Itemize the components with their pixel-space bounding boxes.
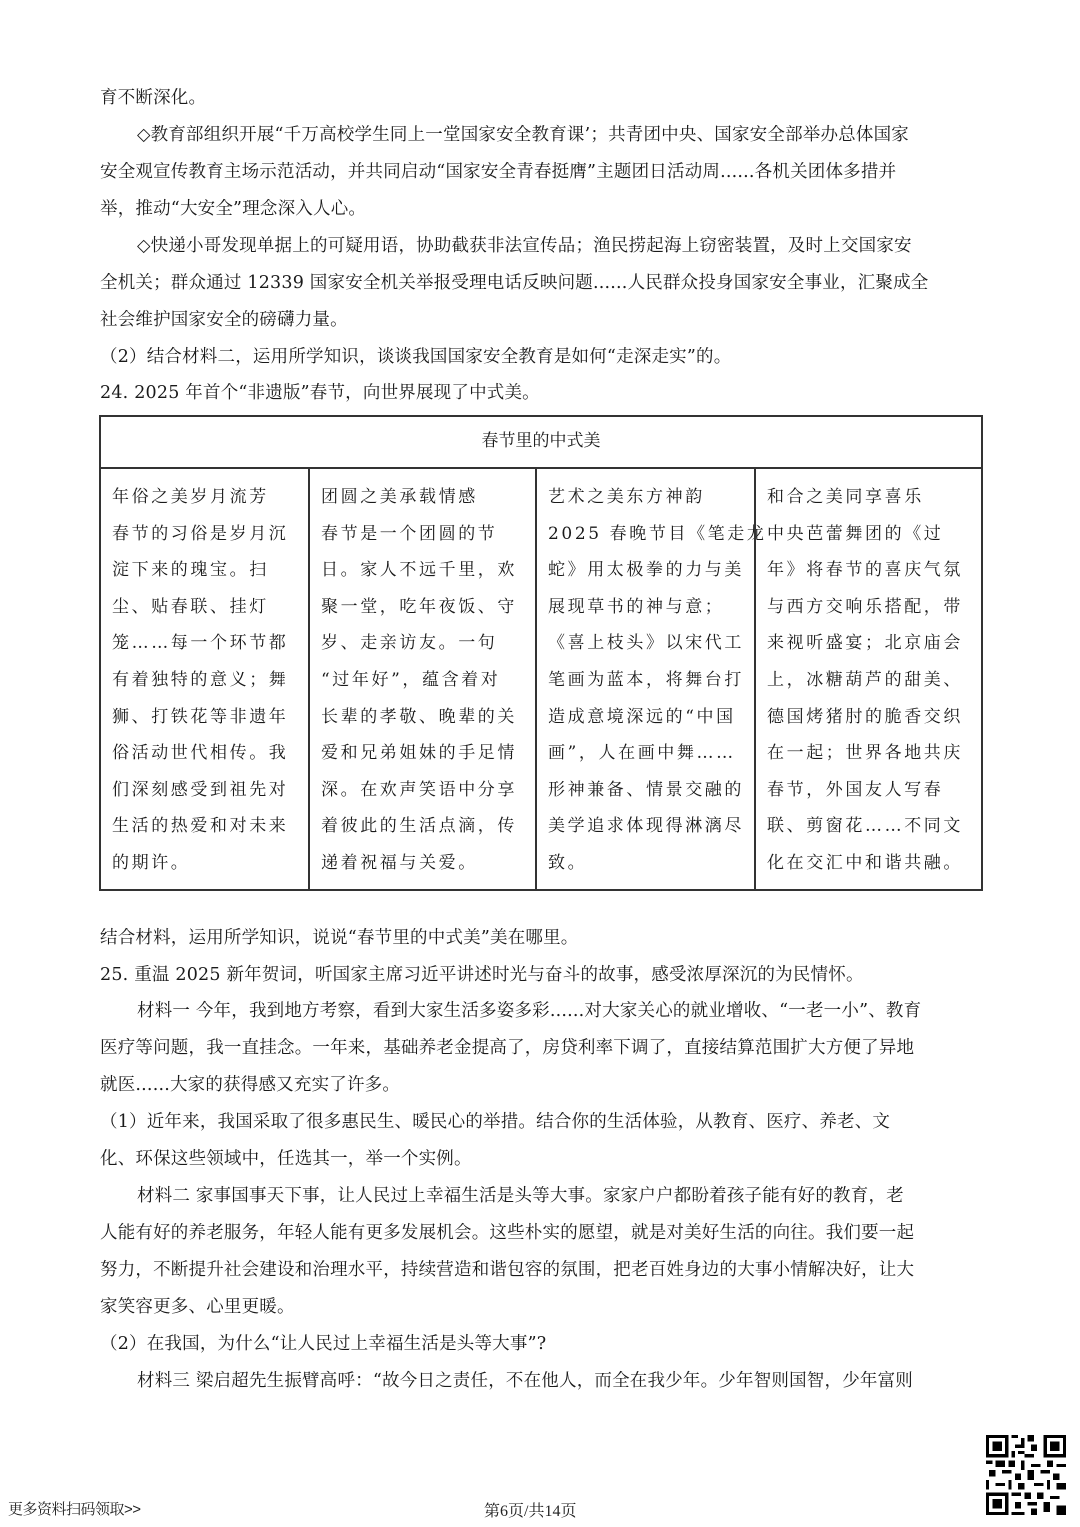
table-column: [754, 469, 983, 889]
cell-text: 尘、贴春联、挂灯: [112, 596, 269, 617]
cell-text: 春节，外国友人写春: [767, 779, 944, 800]
paragraph-line: ◇快递小哥发现单据上的可疑用语，协助截获非法宣传品；渔民捞起海上窃密装置，及时上交国家安: [137, 236, 912, 256]
material-line: 医疗等问题，我一直挂念。一年来，基础养老金提高了，房贷利率下调了，直接结算范围扩大方便了异地: [100, 1038, 915, 1058]
cell-text: 们深刻感受到祖先对: [112, 779, 289, 800]
table-column: [101, 469, 308, 889]
cell-text: 笼……每一个环节都: [112, 633, 289, 654]
table-title: 春节里的中式美: [101, 417, 981, 469]
column-heading: 和合之美同享喜乐: [767, 487, 924, 507]
cell-text: 淀下来的瑰宝。扫: [112, 560, 269, 581]
cell-text: 生活的热爱和对未来: [112, 816, 289, 837]
cell-text: 的期许。: [112, 852, 191, 873]
cell-text: 聚一堂，吃年夜饭、守: [321, 596, 517, 617]
cell-text: 美学追求体现得淋漓尽: [548, 816, 744, 837]
material-line: 人能有好的养老服务，年轻人能有更多发展机会。这些朴实的愿望，就是对美好生活的向往。我们要一起: [100, 1223, 915, 1243]
table-column: [535, 469, 767, 889]
cell-text: 递着祝福与关爱。: [321, 852, 478, 873]
cell-text: 蛇》用太极拳的力与美: [548, 560, 744, 581]
page-number: 第6页/共14页: [484, 1503, 577, 1520]
cell-text: 岁、走亲访友。一句: [321, 633, 498, 654]
cell-text: 形神兼备、情景交融的: [548, 779, 744, 800]
cell-text: 2025 春晚节目《笔走龙: [548, 523, 767, 544]
cell-text: 长辈的孝敬、晚辈的关: [321, 706, 517, 727]
paragraph-line: 举，推动“大安全”理念深入人心。: [100, 199, 367, 219]
cell-text: 与西方交响乐搭配，带: [767, 596, 963, 617]
cell-text: 展现草书的神与意；: [548, 596, 725, 617]
paragraph-line: 育不断深化。: [100, 88, 207, 108]
material-line: 努力，不断提升社会建设和治理水平，持续营造和谐包容的氛围，把老百姓身边的大事小情解决好，让大: [100, 1260, 915, 1280]
material-line: 就医......大家的获得感又充实了许多。: [100, 1075, 401, 1095]
paragraph-line: 安全观宣传教育主场示范活动，并共同启动“国家安全青春挺膺”主题团日活动周......各机关团体多措并: [100, 162, 897, 182]
cell-text: 笔画为蓝本，将舞台打: [548, 669, 744, 690]
question-text: 化、环保这些领域中，任选其一，举一个实例。: [100, 1149, 472, 1169]
cell-text: 日。家人不远千里，欢: [321, 560, 517, 581]
cell-text: 化在交汇中和谐共融。: [767, 852, 963, 873]
cell-text: 德国烤猪肘的脆香交织: [767, 706, 963, 727]
cell-text: 致。: [548, 852, 588, 873]
cell-text: 有着独特的意义；舞: [112, 669, 289, 690]
paragraph-line: ◇教育部组织开展“千万高校学生同上一堂国家安全教育课’；共青团中央、国家安全部举办总体国家: [137, 125, 909, 145]
cell-text: 造成意境深远的“中国: [548, 706, 736, 727]
question-text: （2）在我国，为什么“让人民过上幸福生活是头等大事”?: [100, 1334, 547, 1354]
material-line: 材料三 梁启超先生振臂高呼：“故今日之责任，不在他人，而全在我少年。少年智则国智，少年富则: [137, 1371, 914, 1391]
more-resources-link[interactable]: 更多资料扫码领取>>: [8, 1501, 141, 1518]
question-text: （1）近年来，我国采取了很多惠民生、暖民心的举措。结合你的生活体验，从教育、医疗、养老、文: [100, 1112, 891, 1132]
column-heading: 团圆之美承载情感: [321, 487, 478, 507]
material-line: 材料二 家事国事天下事，让人民过上幸福生活是头等大事。家家户户都盼着孩子能有好的教育，老: [137, 1186, 904, 1206]
cell-text: 春节的习俗是岁月沉: [112, 523, 289, 544]
cell-text: 春节是一个团圆的节: [321, 523, 498, 544]
material-line: 材料一 今年，我到地方考察，看到大家生活多姿多彩......对大家关心的就业增收、“一老一小”、教育: [137, 1001, 922, 1021]
cell-text: 中央芭蕾舞团的《过: [767, 523, 944, 544]
cell-text: 画”，人在画中舞……: [548, 743, 736, 764]
question-stem: 25. 重温 2025 新年贺词，听国家主席习近平讲述时光与奋斗的故事，感受浓厚深沉的为民情怀。: [100, 965, 864, 985]
question-stem: 24. 2025 年首个“非遗版”春节，向世界展现了中式美。: [100, 383, 540, 403]
material-line: 家笑容更多、心里更暖。: [100, 1297, 295, 1317]
cell-text: 《喜上枝头》以宋代工: [548, 633, 744, 654]
cell-text: 狮、打铁花等非遗年: [112, 706, 289, 727]
cell-text: 年》将春节的喜庆气氛: [767, 560, 963, 581]
spring-festival-table: [99, 415, 983, 891]
cell-text: 俗活动世代相传。我: [112, 743, 289, 764]
paragraph-line: 社会维护国家安全的磅礴力量。: [100, 310, 348, 330]
cell-text: 深。在欢声笑语中分享: [321, 779, 517, 800]
cell-text: “过年好”，蕴含着对: [321, 669, 501, 690]
cell-text: 着彼此的生活点滴，传: [321, 816, 517, 837]
cell-text: 爱和兄弟姐妹的手足情: [321, 743, 517, 764]
cell-text: 联、剪窗花……不同文: [767, 816, 963, 837]
column-heading: 艺术之美东方神韵: [548, 487, 705, 507]
table-column: [308, 469, 535, 889]
question-text: 结合材料，运用所学知识，说说“春节里的中式美”美在哪里。: [100, 928, 579, 948]
paragraph-line: 全机关；群众通过 12339 国家安全机关举报受理电话反映问题......人民群众投身国家安全事业，汇聚成全: [100, 273, 929, 293]
question-text: （2）结合材料二，运用所学知识，谈谈我国国家安全教育是如何“走深走实”的。: [100, 347, 732, 367]
qr-code-icon[interactable]: [986, 1435, 1066, 1515]
cell-text: 上，冰糖葫芦的甜美、: [767, 669, 963, 690]
column-heading: 年俗之美岁月流芳: [112, 487, 269, 507]
cell-text: 来视听盛宴；北京庙会: [767, 633, 963, 654]
cell-text: 在一起；世界各地共庆: [767, 743, 963, 764]
